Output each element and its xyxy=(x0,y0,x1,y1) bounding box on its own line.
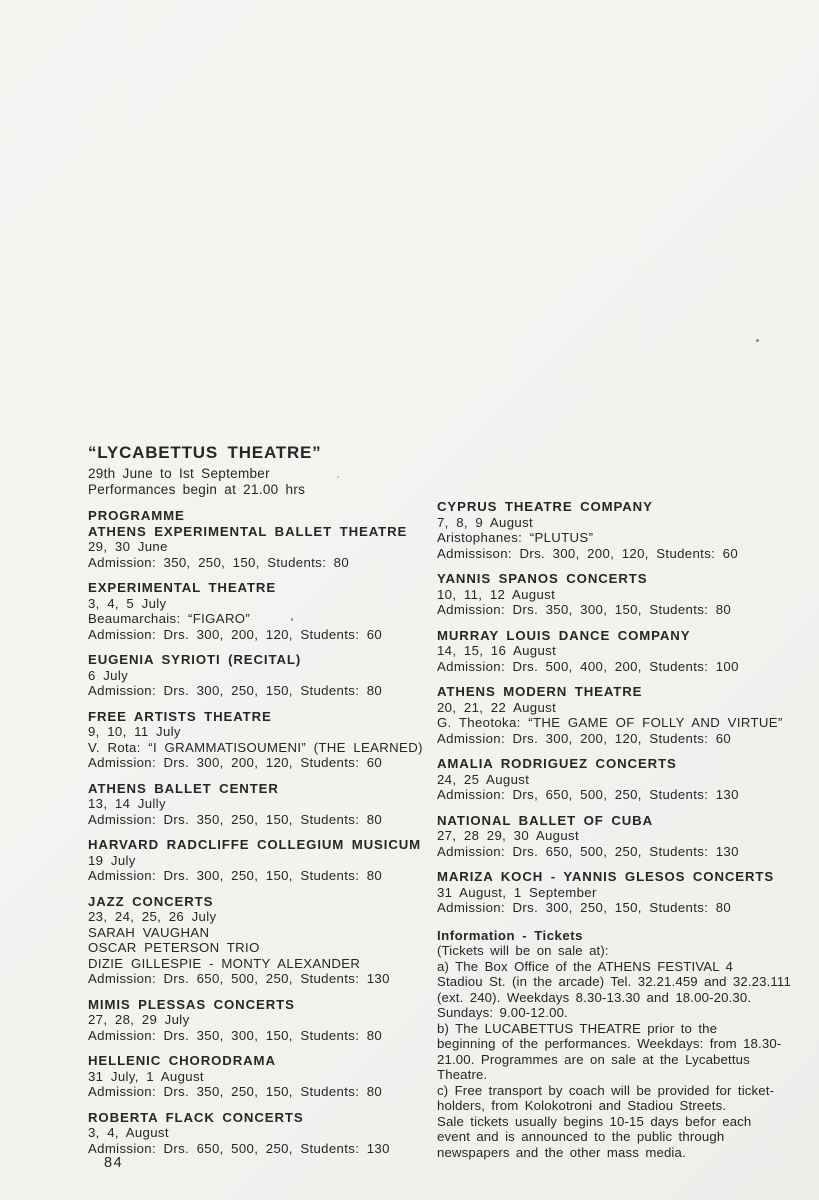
scan-speck xyxy=(756,339,759,342)
event-detail-line: Admission: Drs. 300, 250, 150, Students: 80 xyxy=(88,868,383,883)
event-title: JAZZ CONCERTS xyxy=(88,893,214,909)
event-detail-line: Admission: Drs. 300, 250, 150, Students: 80 xyxy=(437,900,732,915)
event-detail-line: 31 July, 1 August xyxy=(88,1068,204,1084)
information-tickets-title: Information - Tickets xyxy=(437,927,583,943)
information-line: (ext. 240). Weekdays 8.30-13.30 and 18.00-20.30. xyxy=(437,989,752,1005)
right-column xyxy=(437,499,807,1160)
event-block xyxy=(88,781,453,828)
performance-time-line: Performances begin at 21.00 hrs xyxy=(88,482,306,497)
left-events-list xyxy=(88,524,453,1157)
programme-label: PROGRAMME xyxy=(88,508,185,523)
event-detail-line: 3, 4, August xyxy=(88,1125,169,1140)
event-block xyxy=(437,684,807,746)
event-title: ATHENS EXPERIMENTAL BALLET THEATRE xyxy=(88,523,408,539)
event-detail-line: Beaumarchais: “FIGARO” xyxy=(88,611,251,626)
event-detail-line: OSCAR PETERSON TRIO xyxy=(88,940,260,955)
event-title: HELLENIC CHORODRAMA xyxy=(88,1053,276,1068)
event-title: HARVARD RADCLIFFE COLLEGIUM MUSICUM xyxy=(88,837,422,852)
event-detail-line: Admissison: Drs. 300, 200, 120, Students: 60 xyxy=(437,545,739,561)
scan-speck xyxy=(291,618,293,621)
event-title: MIMIS PLESSAS CONCERTS xyxy=(88,996,295,1012)
event-title: NATIONAL BALLET OF CUBA xyxy=(437,812,654,828)
event-detail-line: Admission: Drs. 300, 200, 120, Students: 60 xyxy=(437,730,732,746)
event-title: FREE ARTISTS THEATRE xyxy=(88,708,272,724)
event-detail-line: 13, 14 Jully xyxy=(88,796,166,811)
event-title: CYPRUS THEATRE COMPANY xyxy=(437,499,653,514)
event-title: ATHENS MODERN THEATRE xyxy=(437,684,643,699)
event-detail-line: 19 July xyxy=(88,852,136,868)
event-block xyxy=(437,499,807,561)
event-detail-line: Admission: Drs. 350, 250, 150, Students: 80 xyxy=(88,1084,383,1099)
event-detail-line: 27, 28 29, 30 August xyxy=(437,828,579,843)
event-block xyxy=(88,894,453,987)
event-detail-line: 14, 15, 16 August xyxy=(437,643,557,658)
event-detail-line: Admission: Drs. 350, 250, 150, Students: 80 xyxy=(88,811,383,827)
event-detail-line: Aristophanes: “PLUTUS” xyxy=(437,530,594,545)
scan-speck xyxy=(337,476,339,478)
event-detail-line: 9, 10, 11 July xyxy=(88,724,181,739)
event-detail-line: 31 August, 1 September xyxy=(437,884,597,900)
information-line: c) Free transport by coach will be provided for ticket- xyxy=(437,1082,775,1098)
event-detail-line: Admission: Drs. 300, 200, 120, Students: 60 xyxy=(88,626,383,642)
event-block xyxy=(437,756,807,803)
page-number: 84 xyxy=(104,1155,124,1171)
event-detail-line: 6 July xyxy=(88,667,129,683)
event-detail-line: Admission: Drs. 650, 500, 250, Students: 130 xyxy=(88,971,390,986)
information-tickets-section xyxy=(437,928,807,1161)
event-title: AMALIA RODRIGUEZ CONCERTS xyxy=(437,756,677,771)
event-detail-line: 20, 21, 22 August xyxy=(437,699,557,715)
information-line: b) The LUCABETTUS THEATRE prior to the xyxy=(437,1020,718,1036)
right-events-list xyxy=(437,499,807,916)
event-detail-line: 7, 8, 9 August xyxy=(437,514,534,530)
event-detail-line: SARAH VAUGHAN xyxy=(88,924,210,940)
event-block xyxy=(88,1110,453,1157)
information-line: holders, from Kolokotroni and Stadiou Streets. xyxy=(437,1098,727,1113)
information-line: event and is announced to the public through xyxy=(437,1129,725,1144)
event-detail-line: 3, 4, 5 July xyxy=(88,595,167,611)
event-detail-line: Admission: 350, 250, 150, Students: 80 xyxy=(88,554,350,570)
information-line: beginning of the performances. Weekdays: from 18.30- xyxy=(437,1036,782,1051)
event-block xyxy=(437,813,807,860)
information-line: Sale tickets usually begins 10-15 days befor each xyxy=(437,1113,752,1129)
information-line: (Tickets will be on sale at): xyxy=(437,943,609,958)
event-block xyxy=(88,709,453,771)
information-line: 21.00. Programmes are on sale at the Lycabettus xyxy=(437,1051,750,1067)
event-block xyxy=(88,524,453,571)
information-line: Theatre. xyxy=(437,1067,488,1082)
event-detail-line: Admission: Drs. 650, 500, 250, Students: 130 xyxy=(437,843,739,859)
event-detail-line: Admission: Drs, 650, 500, 250, Students: 130 xyxy=(437,787,739,802)
event-detail-line: G. Theotoka: “THE GAME OF FOLLY AND VIRTUE” xyxy=(437,715,783,730)
dates-line: 29th June to Ist September xyxy=(88,466,270,481)
event-detail-line: Admission: Drs. 300, 200, 120, Students: 60 xyxy=(88,755,383,770)
event-detail-line: DIZIE GILLESPIE - MONTY ALEXANDER xyxy=(88,955,361,971)
event-block xyxy=(88,1053,453,1100)
event-detail-line: 23, 24, 25, 26 July xyxy=(88,909,217,924)
event-block xyxy=(88,580,453,642)
event-title: EXPERIMENTAL THEATRE xyxy=(88,580,277,595)
event-detail-line: Admission: Drs. 350, 300, 150, Students: 80 xyxy=(437,602,732,617)
event-title: YANNIS SPANOS CONCERTS xyxy=(437,571,648,586)
event-detail-line: 10, 11, 12 August xyxy=(437,586,556,602)
event-detail-line: 27, 28, 29 July xyxy=(88,1012,190,1027)
information-line: Stadiou St. (in the arcade) Tel. 32.21.459 and 32.23.111 xyxy=(437,974,791,989)
event-block xyxy=(88,837,453,884)
event-block xyxy=(437,628,807,675)
event-detail-line: Admission: Drs. 500, 400, 200, Students: 100 xyxy=(437,658,739,674)
information-lines xyxy=(437,943,807,1160)
page-subtitle xyxy=(88,466,305,498)
event-title: ROBERTA FLACK CONCERTS xyxy=(88,1109,304,1125)
event-block xyxy=(437,869,807,916)
information-line: Sundays: 9.00-12.00. xyxy=(437,1005,568,1020)
event-detail-line: Admission: Drs. 650, 500, 250, Students: 130 xyxy=(88,1140,390,1156)
event-title: MURRAY LOUIS DANCE COMPANY xyxy=(437,627,691,643)
page-title: “LYCABETTUS THEATRE” xyxy=(88,443,322,462)
left-column xyxy=(88,508,453,1156)
event-title: MARIZA KOCH - YANNIS GLESOS CONCERTS xyxy=(437,869,775,884)
event-detail-line: Admission: Drs. 350, 300, 150, Students: 80 xyxy=(88,1027,383,1043)
event-detail-line: 24, 25 August xyxy=(437,771,530,787)
information-line: a) The Box Office of the ATHENS FESTIVAL 4 xyxy=(437,958,734,974)
event-block xyxy=(437,571,807,618)
information-line: newspapers and the other mass media. xyxy=(437,1144,686,1160)
event-detail-line: 29, 30 June xyxy=(88,539,168,554)
event-block xyxy=(88,997,453,1044)
event-title: ATHENS BALLET CENTER xyxy=(88,780,279,796)
event-block xyxy=(88,652,453,699)
event-title: EUGENIA SYRIOTI (RECITAL) xyxy=(88,652,302,667)
event-detail-line: V. Rota: “I GRAMMATISOUMENI” (THE LEARNED) xyxy=(88,739,423,755)
event-detail-line: Admission: Drs. 300, 250, 150, Students: 80 xyxy=(88,683,383,698)
